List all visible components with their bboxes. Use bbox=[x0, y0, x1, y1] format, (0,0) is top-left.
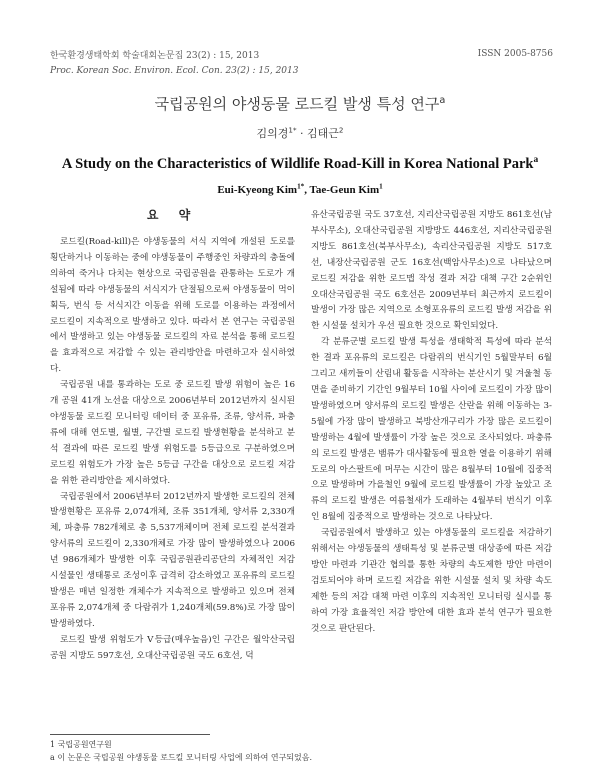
footnote-funding: a 이 논문은 국립공원 야생동물 로드킬 모니터링 사업에 의하여 연구되었음. bbox=[50, 753, 313, 762]
author-2-ko-mark: 2 bbox=[338, 125, 344, 135]
authors-en bbox=[0, 184, 600, 196]
journal-name-en: Proc. Korean Soc. Environ. Ecol. Con. 23(2) : 15, 2013 bbox=[50, 66, 299, 76]
title-en-footnote-mark: a bbox=[533, 155, 539, 166]
footnote-divider bbox=[50, 734, 210, 735]
footnotes bbox=[50, 738, 312, 764]
journal-name-ko: 한국환경생태학회 학술대회논문집 23(2) : 15, 2013 bbox=[50, 51, 260, 61]
abstract-paragraph: 유산국립공원 국도 37호선, 지리산국립공원 지방도 861호선(남부사무소), 오대산국립공원 지방방도 446호선, 지리산국립공원 지방도 861호선(북부사무소), 속리산국립공원 지방도 517호선, 내장산국립공원 군도 16호선(백암사무소)으로 나타났으며 로드킬 저감을 위한 로드맵 작성 결과 저감 대책 구간 2순위인 오대산국립공원 국도 6호선은 2009년부터 최근까지 로드킬이 발생이 가장 많은 지역으로 소형포유류의 로드킬 발생 저감을 위한 시설물 설치가 우선 필요한 것으로 확인되었다. bbox=[311, 210, 552, 332]
paper-title-en bbox=[0, 156, 600, 173]
abstract-paragraph: 로드킬 발생 위험도가 Ⅴ등급(매우높음)인 구간은 월악산국립공원 지방도 597호선, 오대산국립공원 국도 6호선, 덕 bbox=[50, 634, 295, 661]
abstract-right-column bbox=[311, 208, 552, 637]
author-separator: · bbox=[296, 127, 308, 140]
author-2-en: Tae-Geun Kim bbox=[309, 184, 380, 196]
abstract-left-column bbox=[50, 235, 295, 664]
author-1-en-mark: 1* bbox=[297, 182, 305, 191]
footnote-affiliation: 1 국립공원연구원 bbox=[50, 740, 112, 749]
abstract-heading: 요 약 bbox=[146, 208, 199, 222]
author-2-ko: 김태근 bbox=[307, 127, 339, 140]
abstract-paragraph: 각 분류군별 로드킬 발생 특성을 생태학적 특성에 따라 분석한 결과 포유류의 로드킬은 다람쥐의 번식기인 5월말부터 6월 그리고 새끼들이 산림내 활동을 시작하는 분산시기 및 겨울철 동면을 준비하기 기간인 9월부터 10월 사이에 로드킬이 가장 많이 발생하였으며 양서류의 로드킬 발생은 산란을 위해 이동하는 3-5월에 가장 많이 발생하고 북방산개구리가 가장 많은 로드킬이 발생하는 4월에 발생률이 가장 높은 것으로 조사되었다. 파충류의 로드킬 발생은 뱀류가 대사활동에 필요한 열을 이용하기 위해 도로의 아스팔트에 머무는 시간이 많은 8월부터 10월에 집중적으로 발생하며 가을철인 9월에 로드킬 발생률이 가장 높았고 조류의 로드킬 발생은 여름철새가 도래하는 4월부터 번식기 이후인 8월에 집중적으로 발생하는 것으로 나타났다. bbox=[311, 337, 552, 523]
paper-title-ko bbox=[0, 93, 600, 114]
issn: ISSN 2005-8756 bbox=[477, 49, 553, 59]
journal-header bbox=[50, 49, 299, 79]
title-ko-footnote-mark: a bbox=[439, 95, 446, 106]
authors-ko bbox=[0, 125, 600, 141]
author-1-en: Eui-Kyeong Kim bbox=[217, 184, 298, 196]
author-2-en-mark: 1 bbox=[379, 182, 383, 191]
author-1-ko: 김의경 bbox=[256, 127, 289, 140]
author-separator-en: , bbox=[304, 184, 310, 196]
title-en-text: A Study on the Characteristics of Wildlife Road-Kill in Korea National Park bbox=[61, 156, 534, 172]
abstract-paragraph: 국립공원 내를 통과하는 도로 중 로드킬 발생 위험이 높은 16개 공원 41개 노선을 대상으로 2006년부터 2012년까지 실시된 야생동물 로드킬 모니터링 데이터 중 포유류, 조류, 양서류, 파충류에 대해 연도별, 월별, 구간별 로드킬 발생현황을 분석하고 분석 결과에 따른 로드킬 발생 위험도를 5등급으로 구분하였으며 로드킬 위험도가 가장 높은 5등급 구간을 대상으로 로드킬 저감을 위한 관리방안을 제시하였다. bbox=[50, 380, 295, 486]
author-1-ko-mark: 1* bbox=[288, 125, 297, 135]
abstract-paragraph: 로드킬(Road-kill)은 야생동물의 서식 지역에 개설된 도로를 횡단하거나 이동하는 중에 야생동물이 주행중인 차량과의 충돌에 의하여 죽거나 다치는 현상으로 국립공원을 관통하는 도로가 개설됨에 따라 야생동물의 서식지가 단절됨으로써 야생동물이 먹이 획득, 번식 등 서식지간 이동을 위해 도로를 이용하는 과정에서 로드킬이 지속적으로 발생하고 있다. 따라서 본 연구는 국립공원에서 발생하고 있는 야생동물 로드킬의 자료 분석을 통해 로드킬을 효과적으로 저감할 수 있는 관리방안을 마련하고자 실시하였다. bbox=[50, 237, 295, 375]
abstract-paragraph: 국립공원에서 2006년부터 2012년까지 발생한 로드킬의 전체 발생현황은 포유류 2,074개체, 조류 351개체, 양서류 2,330개체, 파충류 782개체로 총 5,537개체이며 전체 로드킬 분석결과 양서류의 로드킬이 2,330개체로 가장 많이 발생하였으나 2006년 986개체가 발생한 이후 국립공원관리공단의 자체적인 저감 시설물인 생태통로 조성이후 급격히 감소하였고 포유류의 로드킬 발생은 매년 일정한 개체수가 지속적으로 발생하고 있으며 전체 포유류 2,074개체 중 다람쥐가 1,240개체(59.8%)로 가장 많이 발생하였다. bbox=[50, 491, 295, 629]
title-ko-text: 국립공원의 야생동물 로드킬 발생 특성 연구 bbox=[154, 95, 440, 113]
abstract-paragraph: 국립공원에서 발생하고 있는 야생동물의 로드킬을 저감하기 위해서는 야생동물의 생태특성 및 분류군별 대상종에 따른 저감 방안 마련과 기관간 협의를 통한 차량의 속도제한 방안 마련이 검토되어야 하며 로드킬 저감을 위한 시설물 설치 및 차량 속도 제한 등의 저감 대책 마련 이후의 지속적인 모니터링 실시를 통하여 가장 효율적인 저감 방안에 대한 효과 분석 연구가 필요한 것으로 판단된다. bbox=[311, 528, 552, 634]
